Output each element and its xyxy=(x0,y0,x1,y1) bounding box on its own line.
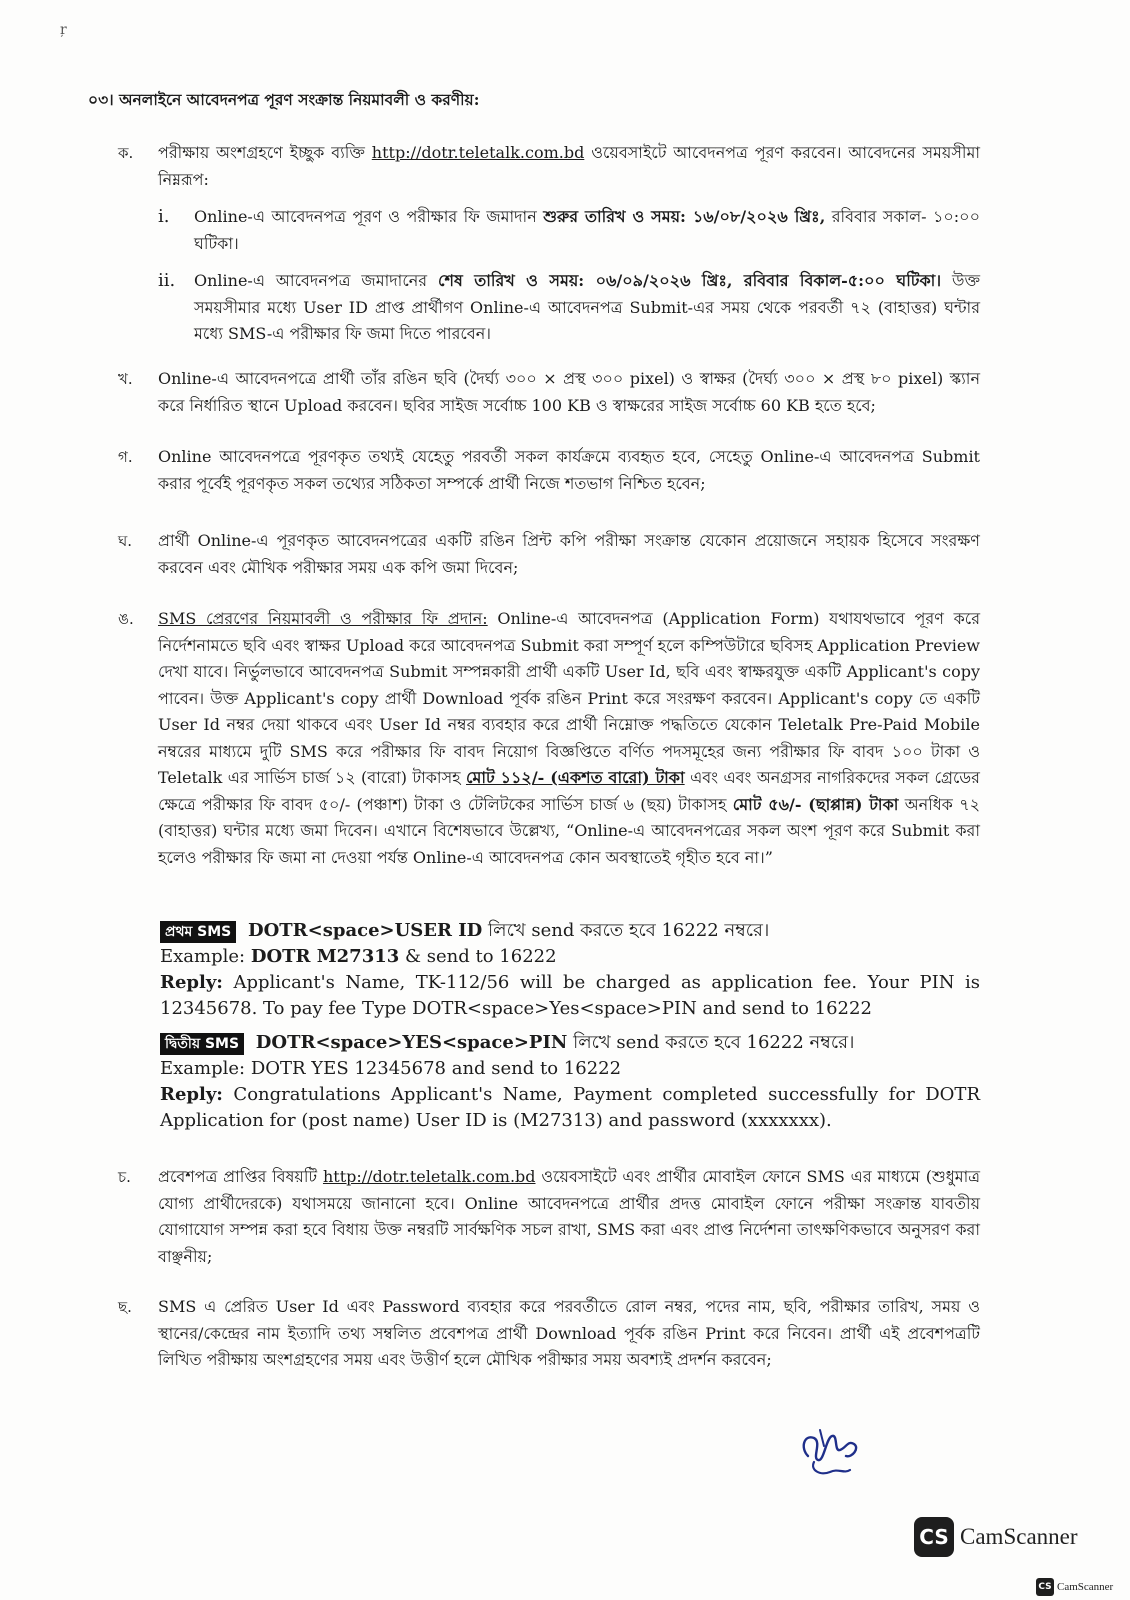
handwritten-signature xyxy=(790,1418,868,1478)
sms-reply xyxy=(160,970,980,1022)
camscanner-small-logo-icon: CS xyxy=(1036,1578,1054,1596)
start-date: শুরুর তারিখ ও সময়: ১৬/০৮/২০২৬ খ্রিঃ, xyxy=(543,207,826,226)
sms-command-suffix: লিখে send করতে হবে 16222 নম্বরে। xyxy=(573,1032,855,1053)
sms-rules-title: SMS প্রেরণের নিয়মাবলী ও পরীক্ষার ফি প্রদান: xyxy=(158,609,488,628)
sms-example-line xyxy=(160,944,980,970)
camscanner-logo-icon: CS xyxy=(914,1517,954,1557)
item-marker: চ. xyxy=(118,1168,131,1186)
item-text: এবং এবং অনগ্রসর নাগরিকদের সকল গ্রেডের ক্ষেত্রে পরীক্ষার ফি বাবদ ৫০/- (পঞ্চাশ) টাকা ও টেলিটকের সার্ভিস চার্জ ৬ (ছয়) টাকাসহ xyxy=(158,768,980,814)
sub-item-i xyxy=(158,204,980,257)
camscanner-small-watermark xyxy=(1036,1578,1113,1596)
item-cha xyxy=(118,1164,980,1270)
example-label: Example: xyxy=(160,946,246,967)
item-marker: ক. xyxy=(118,144,134,162)
example-value: DOTR YES 12345678 and send to 16222 xyxy=(250,1058,622,1079)
sub-marker: i. xyxy=(158,206,170,227)
item-marker: ছ. xyxy=(118,1298,132,1316)
item-ga xyxy=(118,444,980,497)
item-marker: গ. xyxy=(118,448,133,466)
reply-label: Reply: xyxy=(160,1084,223,1105)
item-body xyxy=(158,140,980,193)
example-suffix: & send to 16222 xyxy=(405,946,557,967)
section-heading: ০৩। অনলাইনে আবেদনপত্র পূরণ সংক্রান্ত নিয়মাবলী ও করণীয়: xyxy=(88,90,480,109)
item-text: Online আবেদনপত্রে পূরণকৃত তথ্যই যেহেতু পরবর্তী সকল কার্যক্রমে ব্যবহৃত হবে, সেহেতু Online-এ আবেদনপত্র Submit করার পূর্বেই পূরণকৃত সকল তথ্যের সঠিকতা সম্পর্কে প্রার্থী নিজে শতভাগ নিশ্চিত হবেন; xyxy=(158,447,980,493)
camscanner-watermark xyxy=(914,1515,1084,1559)
item-text: অনধিক ৭২ (বাহাত্তর) ঘন্টার মধ্যে জমা দিবেন। এখানে বিশেষভাবে উল্লেখ্য, “Online-এ আবেদনপত্রের সকল অংশ পূরণ করে Submit করা হলেও পরীক্ষার ফি জমা না দেওয়া পর্যন্ত Online-এ আবেদনপত্র কোন অবস্থাতেই গৃহীত হবে না।” xyxy=(158,794,981,867)
item-text: পরীক্ষায় অংশগ্রহণে ইচ্ছুক ব্যক্তি xyxy=(158,143,365,162)
item-body xyxy=(158,606,980,871)
sms-command-line xyxy=(160,1030,980,1056)
total-fee-112: মোট ১১২/- (একশত বারো) টাকা xyxy=(466,768,685,787)
sub-item-ii xyxy=(158,268,980,348)
item-kha xyxy=(118,366,980,419)
first-sms-badge: প্রথম SMS xyxy=(160,921,236,943)
reply-text: Congratulations Applicant's Name, Payment completed successfully for DOTR Application for (post name) User ID is (M27313) and password (xxxxxxx). xyxy=(160,1084,980,1131)
sub-body xyxy=(194,268,980,348)
website-link[interactable]: http://dotr.teletalk.com.bd xyxy=(371,143,585,162)
item-marker: ঙ. xyxy=(118,610,134,628)
website-link[interactable]: http://dotr.teletalk.com.bd xyxy=(322,1167,536,1186)
item-uo xyxy=(118,606,980,871)
sub-text: Online-এ আবেদনপত্র জমাদানের xyxy=(194,271,428,290)
camscanner-text: CamScanner xyxy=(960,1524,1078,1549)
example-value: DOTR M27313 xyxy=(250,946,400,967)
item-text: Online-এ আবেদনপত্র (Application Form) যথাযথভাবে পূরণ করে নির্দেশনামতে ছবি এবং স্বাক্ষর Upload করে আবেদনপত্র Submit করা সম্পূর্ণ হলে কম্পিউটারে ছবিসহ Application Preview দেখা যাবে। নির্ভুলভাবে আবেদনপত্র Submit সম্পন্নকারী প্রার্থী একটি User Id, ছবি এবং স্বাক্ষরযুক্ত একটি Applicant's copy পাবেন। উক্ত Applicant's copy প্রার্থী Download পূর্বক রঙিন Print করে সংরক্ষণ করবেন। Applicant's copy তে একটি User Id নম্বর দেয়া থাকবে এবং User Id নম্বর ব্যবহার করে প্রার্থী নিম্নোক্ত পদ্ধতিতে যেকোন Teletalk Pre-Paid Mobile নম্বরের মাধ্যমে দুটি SMS করে পরীক্ষার ফি বাবদ নিয়োগ বিজ্ঞপ্তিতে বর্ণিত পদসমূহের জন্য পরীক্ষার ফি বাবদ ১০০ টাকা ও Teletalk এর সার্ভিস চার্জ ১২ (বারো) টাকাসহ xyxy=(158,609,981,787)
stray-mark: ŗ xyxy=(60,22,67,38)
item-gha xyxy=(118,528,980,581)
item-chha xyxy=(118,1294,980,1374)
reply-text: Applicant's Name, TK-112/56 will be charged as application fee. Your PIN is 12345678. To pay fee Type DOTR<space>Yes<space>PIN and send to 16222 xyxy=(160,972,980,1019)
sub-text: Online-এ আবেদনপত্র পূরণ ও পরীক্ষার ফি জমাদান xyxy=(194,207,537,226)
first-sms-block xyxy=(160,918,980,1022)
sub-text: রবিবার সকাল- ১০:০০ ঘটিকা। xyxy=(194,207,980,253)
sms-example-line xyxy=(160,1056,980,1082)
sms-command: DOTR<space>YES<space>PIN xyxy=(255,1032,568,1053)
sms-command: DOTR<space>USER ID xyxy=(248,920,483,941)
example-label: Example: xyxy=(160,1058,246,1079)
item-text: প্রবেশপত্র প্রাপ্তির বিষয়টি xyxy=(158,1167,318,1186)
item-text: ওয়েবসাইটে এবং প্রার্থীর মোবাইল ফোনে SMS এর মাধ্যমে (শুধুমাত্র যোগ্য প্রার্থীদেরকে) যথাসময়ে জানানো হবে। Online আবেদনপত্রে প্রার্থীর প্রদত্ত মোবাইল ফোনে পরীক্ষা সংক্রান্ত যাবতীয় যোগাযোগ সম্পন্ন করা হবে বিধায় উক্ত নম্বরটি সার্বক্ষণিক সচল রাখা, SMS করা এবং প্রাপ্ত নির্দেশনা তাৎক্ষণিকভাবে অনুসরণ করা বাঞ্ছনীয়; xyxy=(158,1167,980,1266)
sms-command-suffix: লিখে send করতে হবে 16222 নম্বরে। xyxy=(488,920,770,941)
sub-body xyxy=(194,204,980,257)
total-fee-56: মোট ৫৬/- (ছাপ্পান্ন) টাকা xyxy=(732,794,899,814)
sub-marker: ii. xyxy=(158,270,176,291)
second-sms-block xyxy=(160,1030,980,1134)
second-sms-badge: দ্বিতীয় SMS xyxy=(160,1033,244,1055)
sub-text: উক্ত সময়সীমার মধ্যে User ID প্রাপ্ত প্রার্থীগণ Online-এ আবেদনপত্র Submit-এর সময় থেকে পরবর্তী ৭২ (বাহাত্তর) ঘন্টার মধ্যে SMS-এ পরীক্ষার ফি জমা দিতে পারবেন। xyxy=(194,271,980,343)
item-ka xyxy=(118,140,980,193)
item-body xyxy=(158,1164,980,1270)
item-marker: ঘ. xyxy=(118,532,133,550)
sms-reply xyxy=(160,1082,980,1134)
reply-label: Reply: xyxy=(160,972,223,993)
end-date: শেষ তারিখ ও সময়: ০৬/০৯/২০২৬ খ্রিঃ, রবিবার বিকাল-৫:০০ ঘটিকা। xyxy=(438,271,942,290)
sms-command-line xyxy=(160,918,980,944)
item-text: SMS এ প্রেরিত User Id এবং Password ব্যবহার করে পরবর্তীতে রোল নম্বর, পদের নাম, ছবি, পরীক্ষার তারিখ, সময় ও স্থানের/কেন্দ্রের নাম ইত্যাদি তথ্য সম্বলিত প্রবেশপত্র প্রার্থী Download পূর্বক রঙিন Print করে নিবেন। প্রার্থী এই প্রবেশপত্রটি লিখিত পরীক্ষায় অংশগ্রহণের সময় এবং উত্তীর্ণ হলে মৌখিক পরীক্ষার সময় অবশ্যই প্রদর্শন করবেন; xyxy=(158,1297,980,1369)
item-text: Online-এ আবেদনপত্রে প্রার্থী তাঁর রঙিন ছবি (দৈর্ঘ্য ৩০০ × প্রস্থ ৩০০ pixel) ও স্বাক্ষর (দৈর্ঘ্য ৩০০ × প্রস্থ ৮০ pixel) স্ক্যান করে নির্ধারিত স্থানে Upload করবেন। ছবির সাইজ সর্বোচ্চ 100 KB ও স্বাক্ষরের সাইজ সর্বোচ্চ 60 KB হতে হবে; xyxy=(158,369,980,415)
item-marker: খ. xyxy=(118,370,133,388)
item-text: প্রার্থী Online-এ পূরণকৃত আবেদনপত্রের একটি রঙিন প্রিন্ট কপি পরীক্ষা সংক্রান্ত যেকোন প্রয়োজনে সহায়ক হিসেবে সংরক্ষণ করবেন এবং মৌখিক পরীক্ষার সময় এক কপি জমা দিবেন; xyxy=(158,531,980,577)
camscanner-small-text: CamScanner xyxy=(1057,1581,1114,1593)
item-text: ওয়েবসাইটে আবেদনপত্র পূরণ করবেন। আবেদনের সময়সীমা নিম্নরূপ: xyxy=(158,143,980,189)
